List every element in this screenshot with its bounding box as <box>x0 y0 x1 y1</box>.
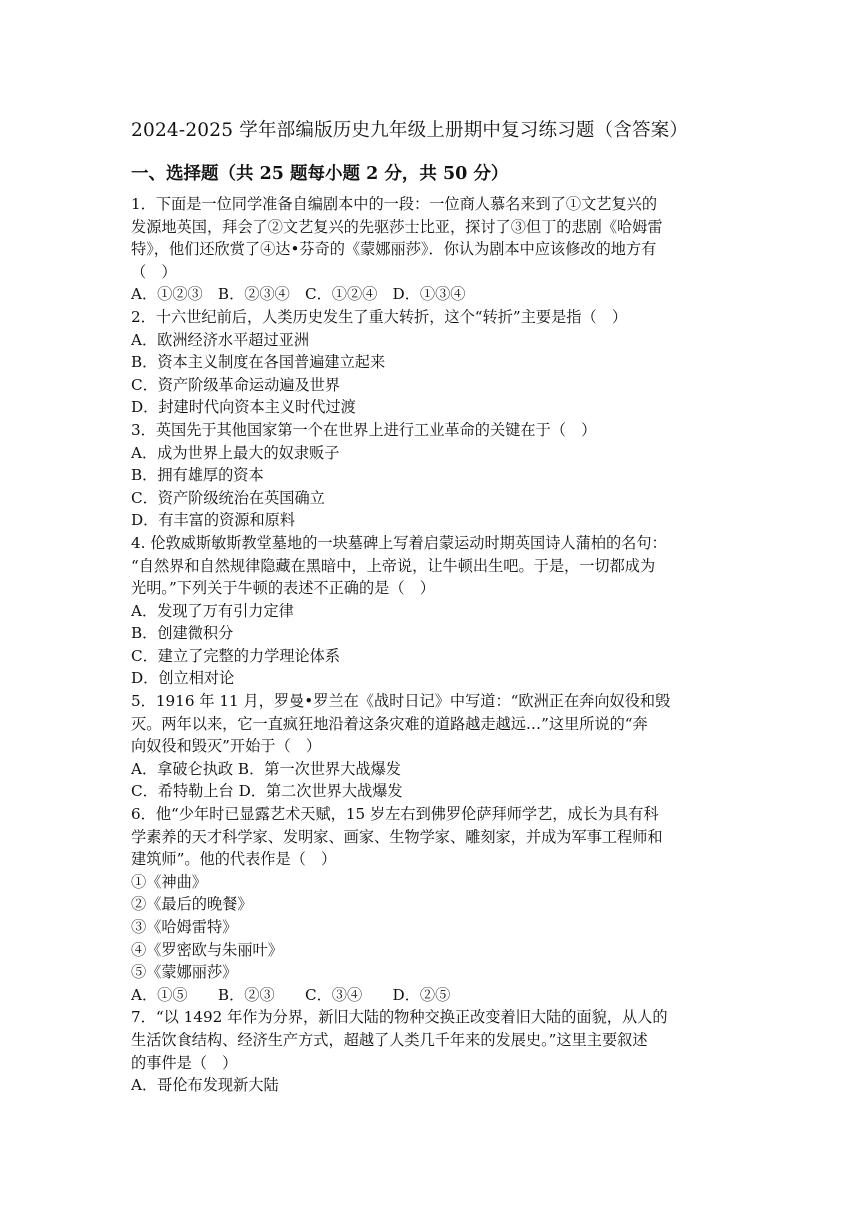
text-line: 4. 伦敦威斯敏斯教堂墓地的一块墓碑上写着启蒙运动时期英国诗人蒲柏的名句： <box>131 533 667 552</box>
text-line: A．拿破仑执政 B．第一次世界大战爆发 <box>131 759 401 778</box>
document-title: 2024-2025 学年部编版历史九年级上册期中复习练习题（含答案） <box>131 120 689 141</box>
text-line: 特》，他们还欣赏了④达•芬奇的《蒙娜丽莎》．你认为剧本中应该修改的地方有 <box>131 240 657 259</box>
text-line: A．哥伦布发现新大陆 <box>131 1076 279 1095</box>
text-line: 2．十六世纪前后，人类历史发生了重大转折，这个“转折”主要是指（ ） <box>131 307 628 326</box>
text-line: 建筑师”。他的代表作是（ ） <box>131 850 337 869</box>
text-line: ①《神曲》 <box>131 872 207 891</box>
text-line: 5．1916 年 11 月，罗曼•罗兰在《战时日记》中写道：“欧洲正在奔向奴役和毁 <box>131 692 671 711</box>
text-line: D．有丰富的资源和原料 <box>131 511 296 530</box>
text-line: 1．下面是一位同学准备自编剧本中的一段：一位商人慕名来到了①文艺复兴的 <box>131 195 658 213</box>
text-line: ③《哈姆雷特》 <box>131 918 238 936</box>
text-line: 学素养的天才科学家、发明家、画家、生物学家、雕刻家，并成为军事工程师和 <box>131 827 663 846</box>
text-line: B．拥有雄厚的资本 <box>131 466 264 485</box>
text-line: B．资本主义制度在各国普遍建立起来 <box>131 353 386 372</box>
text-line: C．建立了完整的力学理论体系 <box>131 646 341 665</box>
text-line: 向奴役和毁灭”开始于（ ） <box>131 737 322 756</box>
text-line: ④《罗密欧与朱丽叶》 <box>131 940 283 959</box>
text-line: 3．英国先于其他国家第一个在世界上进行工业革命的关键在于（ ） <box>131 420 597 439</box>
text-line: 的事件是（ ） <box>131 1053 238 1072</box>
text-line: B．创建微积分 <box>131 624 234 643</box>
text-line: 发源地英国，拜会了②文艺复兴的先驱莎士比亚，探讨了③但丁的悲剧《哈姆雷 <box>131 217 663 236</box>
text-line: D．创立相对论 <box>131 669 235 688</box>
text-line: 灭。两年以来，它一直疯狂地沿着这条灾难的道路越走越远…”这里所说的“奔 <box>131 714 648 733</box>
text-line: A．①②③ B．②③④ C．①②④ D．①③④ <box>131 285 466 304</box>
text-line: 7．“以 1492 年作为分界，新旧大陆的物种交换正改变着旧大陆的面貌，从人的 <box>131 1008 668 1027</box>
text-line: ②《最后的晚餐》 <box>131 895 253 914</box>
text-line: 6．他“少年时已显露艺术天赋，15 岁左右到佛罗伦萨拜师学艺，成长为具有科 <box>131 805 659 824</box>
document-body <box>131 193 731 1097</box>
text-line: 光明。”下列关于牛顿的表述不正确的是（ ） <box>131 579 435 598</box>
text-line: A．①⑤ B．②③ C．③④ D．②⑤ <box>131 985 451 1004</box>
text-line: A．发现了万有引力定律 <box>131 601 294 620</box>
text-line: C．资产阶级统治在英国确立 <box>131 488 325 507</box>
text-line: 生活饮食结构、经济生产方式，超越了人类几千年来的发展史。”这里主要叙述 <box>131 1030 648 1049</box>
section-heading: 一、选择题（共 25 题每小题 2 分，共 50 分） <box>131 164 509 184</box>
text-line: D．封建时代向资本主义时代过渡 <box>131 398 356 417</box>
text-line: （ ） <box>131 262 177 281</box>
text-line: A．欧洲经济水平超过亚洲 <box>131 330 310 349</box>
text-line: A．成为世界上最大的奴隶贩子 <box>131 443 340 462</box>
text-line: C．希特勒上台 D．第二次世界大战爆发 <box>131 782 403 801</box>
text-line: ⑤《蒙娜丽莎》 <box>131 963 238 982</box>
text-line: “自然界和自然规律隐藏在黑暗中，上帝说，让牛顿出生吧。于是，一切都成为 <box>131 556 656 575</box>
text-line: C．资产阶级革命运动遍及世界 <box>131 375 341 394</box>
